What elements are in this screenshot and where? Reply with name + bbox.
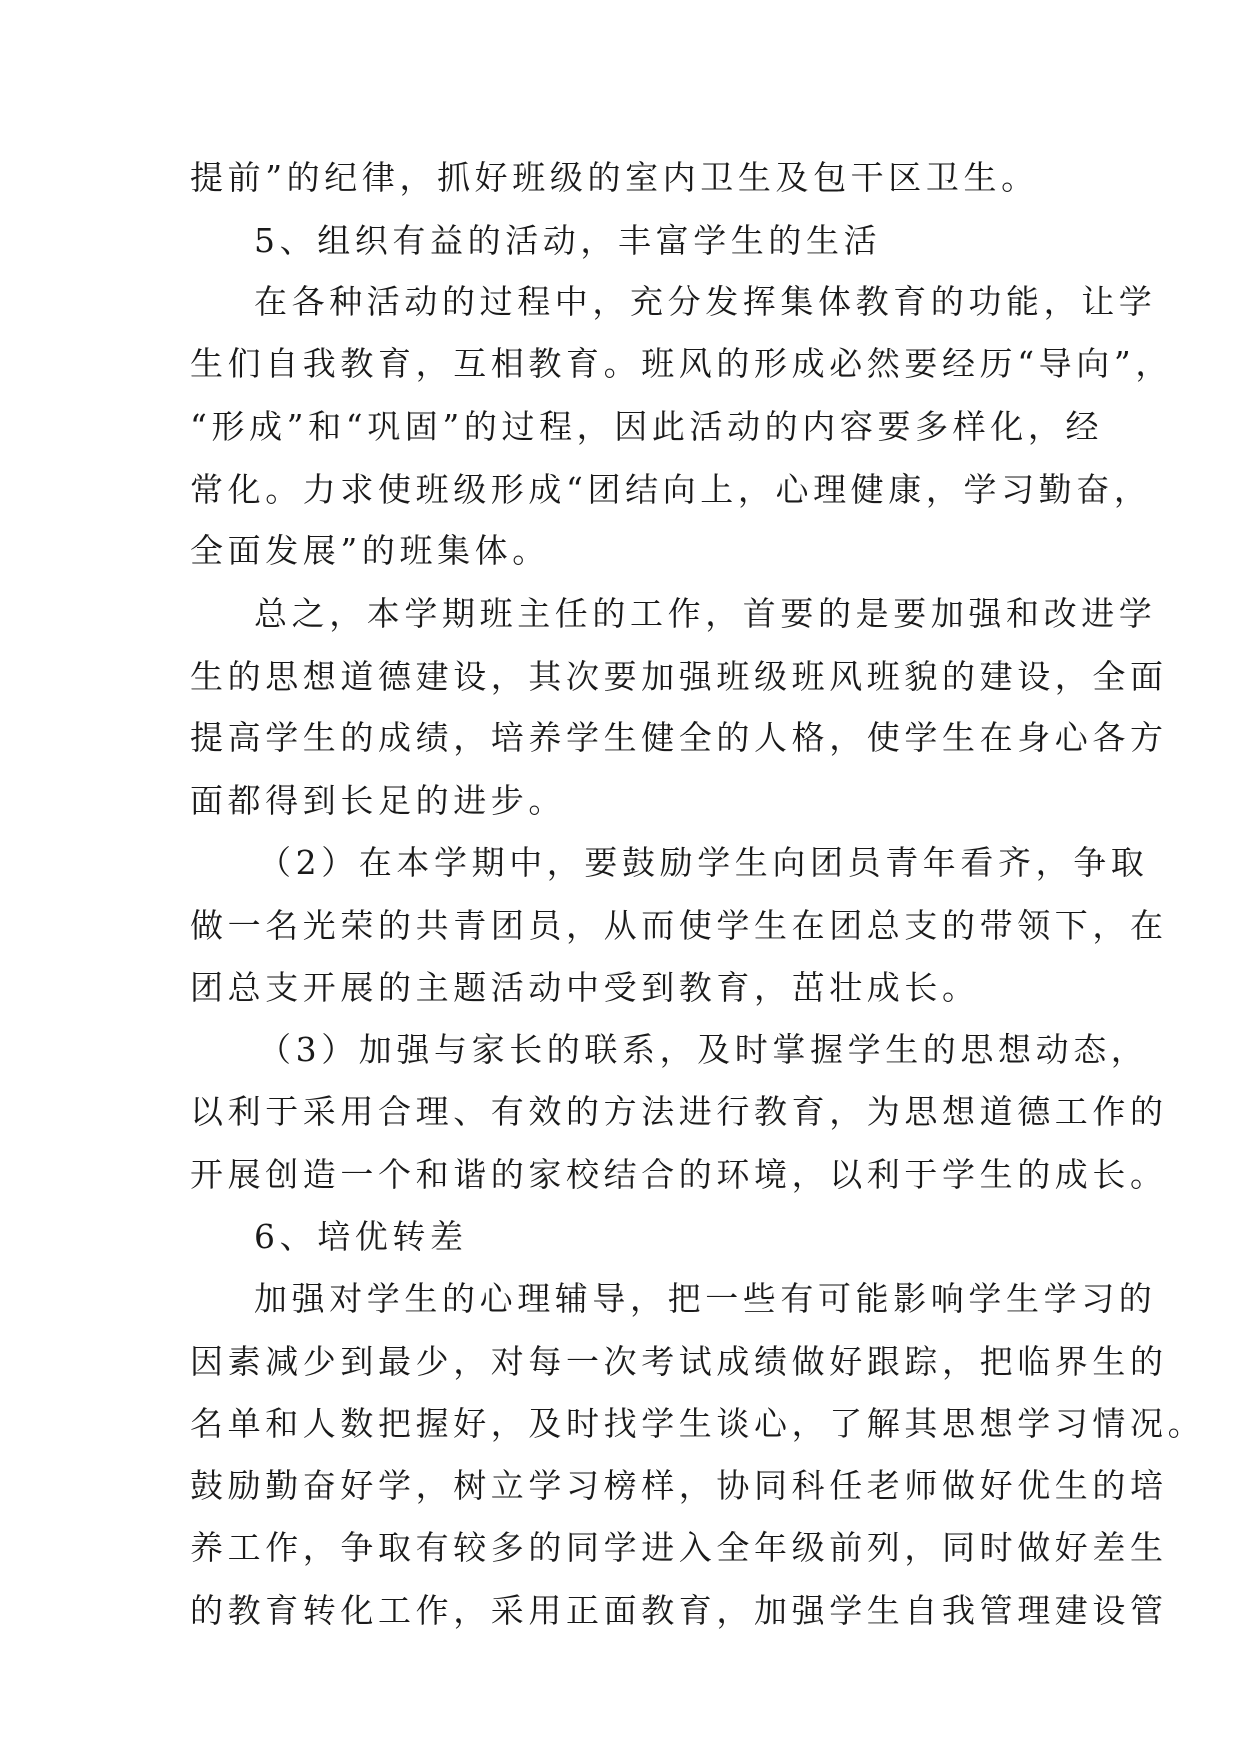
text-line: 在各种活动的过程中，充分发挥集体教育的功能，让学	[254, 282, 1157, 321]
text-line: 生的思想道德建设，其次要加强班级班风班貌的建设，全面	[190, 657, 1168, 696]
text-line: 名单和人数把握好，及时找学生谈心，了解其思想学习情况。	[190, 1404, 1206, 1443]
text-line: “形成”和“巩固”的过程，因此活动的内容要多样化，经	[190, 407, 1104, 446]
text-line: 提前”的纪律，抓好班级的室内卫生及包干区卫生。	[190, 158, 1039, 197]
text-line: 总之，本学期班主任的工作，首要的是要加强和改进学	[254, 594, 1157, 633]
text-line: 团总支开展的主题活动中受到教育，茁壮成长。	[190, 968, 980, 1007]
text-line: （3）加强与家长的联系，及时掌握学生的思想动态，	[258, 1030, 1149, 1069]
section-heading: 6、培优转差	[254, 1217, 468, 1256]
text-line: （2）在本学期中，要鼓励学生向团员青年看齐，争取	[258, 843, 1149, 882]
text-line: 养工作，争取有较多的同学进入全年级前列，同时做好差生	[190, 1528, 1168, 1567]
text-line: 提高学生的成绩，培养学生健全的人格，使学生在身心各方	[190, 718, 1168, 757]
section-heading: 5、组织有益的活动，丰富学生的生活	[254, 221, 882, 260]
text-line: 加强对学生的心理辅导，把一些有可能影响学生学习的	[254, 1279, 1157, 1318]
text-line: 全面发展”的班集体。	[190, 531, 550, 570]
text-line: 面都得到长足的进步。	[190, 781, 566, 820]
text-line: 鼓励勤奋好学，树立学习榜样，协同科任老师做好优生的培	[190, 1466, 1168, 1505]
text-line: 以利于采用合理、有效的方法进行教育，为思想道德工作的	[190, 1092, 1168, 1131]
text-line: 做一名光荣的共青团员，从而使学生在团总支的带领下，在	[190, 906, 1168, 945]
text-line: 的教育转化工作，采用正面教育，加强学生自我管理建设管	[190, 1591, 1168, 1630]
text-line: 常化。力求使班级形成“团结向上，心理健康，学习勤奋，	[190, 470, 1152, 509]
text-line: 因素减少到最少，对每一次考试成绩做好跟踪，把临界生的	[190, 1342, 1168, 1381]
text-line: 开展创造一个和谐的家校结合的环境，以利于学生的成长。	[190, 1155, 1168, 1194]
text-line: 生们自我教育，互相教育。班风的形成必然要经历“导向”，	[190, 344, 1173, 383]
